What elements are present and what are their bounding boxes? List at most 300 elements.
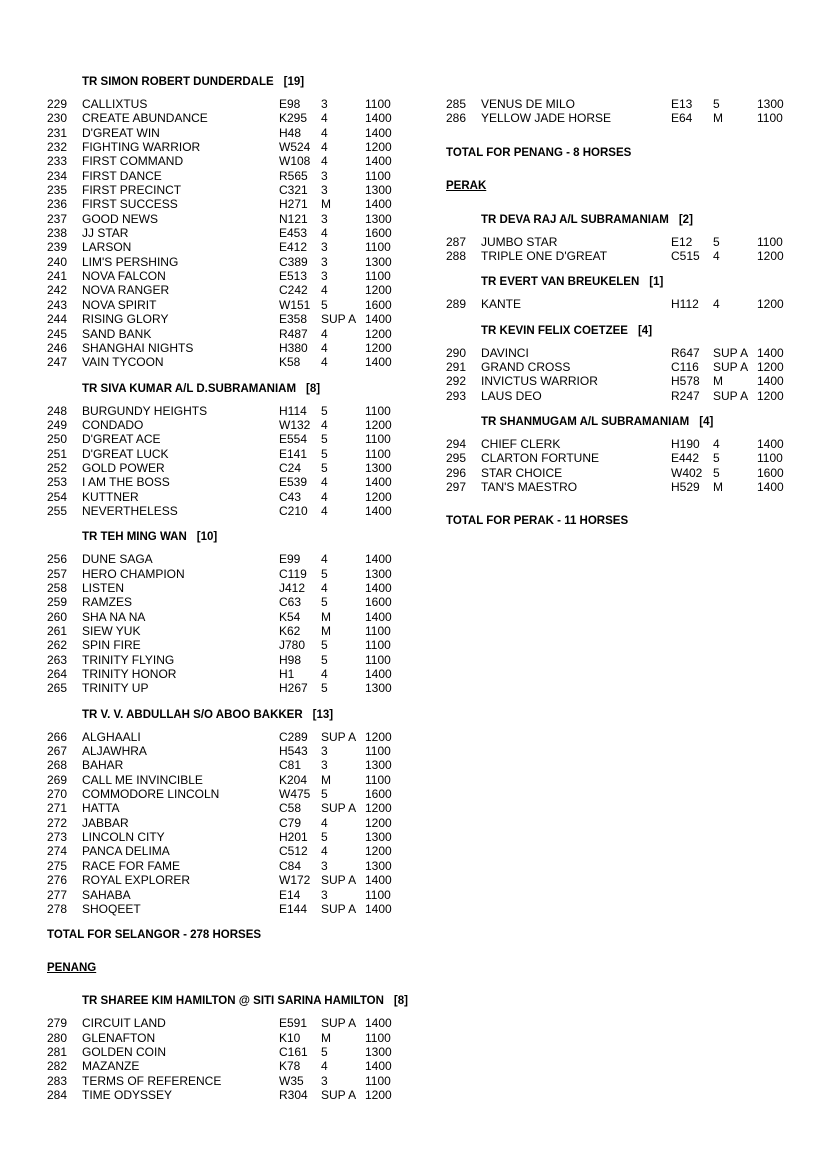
horse-row (47, 312, 427, 326)
horse-code: E591 (279, 1016, 308, 1031)
horse-number: 252 (47, 460, 68, 475)
horse-distance: 1400 (757, 437, 784, 452)
horse-code: C43 (279, 489, 302, 504)
horse-age: 4 (321, 503, 328, 518)
horse-age: 3 (321, 887, 328, 902)
horse-name: GRAND CROSS (481, 360, 571, 375)
horse-name: LISTEN (82, 580, 125, 595)
horse-name: SHANGHAI NIGHTS (82, 340, 194, 355)
horse-code: R487 (279, 326, 308, 341)
horse-distance: 1100 (365, 638, 391, 653)
trainer-heading (82, 75, 427, 89)
horse-distance: 1200 (365, 489, 392, 504)
horse-code: N121 (279, 211, 308, 226)
horse-code: H190 (671, 437, 700, 452)
horse-age: M (321, 197, 331, 212)
horse-distance: 1300 (365, 183, 392, 198)
horse-distance: 1400 (365, 609, 392, 624)
horse-code: W475 (279, 787, 311, 802)
horse-name: HATTA (82, 801, 120, 816)
horse-number: 288 (446, 249, 467, 264)
horse-code: K78 (279, 1059, 301, 1074)
horse-number: 270 (47, 787, 68, 802)
horse-age: 4 (321, 667, 328, 682)
horse-age: SUP A (321, 901, 357, 916)
horse-row (47, 1016, 427, 1030)
horse-row (47, 888, 427, 902)
horse-number: 283 (47, 1073, 68, 1088)
trainer-heading (82, 994, 427, 1008)
horse-age: 5 (321, 681, 328, 696)
horse-age: M (321, 772, 331, 787)
horse-age: 4 (321, 326, 328, 341)
horse-code: E453 (279, 226, 308, 241)
horse-age: 5 (321, 566, 328, 581)
horse-number: 266 (47, 729, 68, 744)
state-heading-perak: PERAK (446, 179, 487, 192)
horse-name: NEVERTHELESS (82, 503, 178, 518)
horse-distance: 1100 (365, 168, 391, 183)
horse-name: LINCOLN CITY (82, 830, 165, 845)
horse-name: JUMBO STAR (481, 234, 558, 249)
horse-name: D'GREAT LUCK (82, 446, 169, 461)
horse-code: K58 (279, 355, 301, 370)
horse-distance: 1100 (757, 111, 783, 126)
horse-distance: 1400 (757, 345, 784, 360)
horse-code: W35 (279, 1073, 304, 1088)
horse-number: 271 (47, 801, 68, 816)
horse-row (446, 235, 806, 249)
horse-number: 250 (47, 432, 68, 447)
horse-age: 4 (321, 125, 328, 140)
horse-code: E554 (279, 432, 308, 447)
horse-name: RISING GLORY (82, 312, 169, 327)
horse-row (47, 1088, 427, 1102)
trainer-heading (481, 213, 806, 227)
trainer-name: TR KEVIN FELIX COETZEE (481, 324, 628, 337)
horse-code: W402 (671, 465, 703, 480)
state-heading-penang: PENANG (47, 962, 97, 975)
horse-name: VAIN TYCOON (82, 355, 164, 370)
horse-age: 3 (321, 97, 328, 111)
horse-distance: 1400 (365, 873, 392, 888)
horse-distance: 1400 (757, 374, 784, 389)
horse-row (47, 1059, 427, 1073)
horse-name: INVICTUS WARRIOR (481, 374, 598, 389)
horse-number: 285 (446, 97, 467, 111)
horse-code: C119 (279, 566, 307, 581)
horse-row (47, 341, 427, 355)
horse-age: SUP A (713, 360, 749, 375)
horse-code: C161 (279, 1044, 308, 1059)
horse-distance: 1100 (365, 624, 391, 638)
horse-number: 273 (47, 830, 68, 845)
horse-number: 234 (47, 168, 68, 183)
horse-age: SUP A (321, 801, 357, 816)
horse-distance: 1400 (365, 312, 392, 327)
horse-name: GOLD POWER (82, 460, 165, 475)
horse-code: E98 (279, 97, 301, 111)
horse-age: 5 (321, 446, 328, 461)
horse-distance: 1600 (365, 595, 392, 610)
horse-row (446, 360, 806, 374)
horse-distance: 1600 (757, 465, 784, 480)
horse-number: 293 (446, 388, 467, 403)
horse-number: 239 (47, 240, 68, 255)
horse-number: 276 (47, 873, 68, 888)
horse-age: 4 (321, 1059, 328, 1074)
horse-age: 4 (321, 111, 328, 126)
horse-name: RAMZES (82, 595, 133, 610)
horse-name: CHIEF CLERK (481, 437, 561, 452)
horse-row (47, 801, 427, 815)
horse-age: 5 (321, 830, 328, 845)
horse-distance: 1300 (365, 254, 392, 269)
horse-name: HERO CHAMPION (82, 566, 185, 581)
horse-row (47, 197, 427, 211)
total-selangor: TOTAL FOR SELANGOR - 278 HORSES (47, 929, 262, 942)
horse-distance: 1400 (365, 1016, 392, 1031)
horse-name: TRINITY UP (82, 681, 149, 696)
horse-code: E12 (671, 234, 693, 249)
horse-age: 4 (321, 154, 328, 169)
horse-row (47, 283, 427, 297)
horse-distance: 1100 (365, 887, 391, 902)
horse-code: E513 (279, 269, 308, 284)
horse-number: 256 (47, 552, 68, 567)
horse-name: FIRST SUCCESS (82, 197, 178, 212)
horse-code: E442 (671, 451, 700, 466)
horse-code: R247 (671, 388, 700, 403)
horse-distance: 1100 (757, 451, 783, 466)
horse-distance: 1400 (365, 125, 392, 140)
horse-row (47, 461, 427, 475)
horse-age: 4 (321, 283, 328, 298)
horse-list (446, 297, 806, 311)
horse-number: 238 (47, 226, 68, 241)
horse-row (446, 111, 806, 125)
horse-number: 268 (47, 758, 68, 773)
horse-number: 246 (47, 340, 68, 355)
horse-name: D'GREAT WIN (82, 125, 160, 140)
horse-distance: 1400 (365, 197, 392, 212)
horse-row (446, 97, 806, 111)
horse-row (47, 212, 427, 226)
horse-age: SUP A (321, 873, 357, 888)
horse-row (47, 1045, 427, 1059)
horse-distance: 1400 (365, 154, 392, 169)
horse-number: 281 (47, 1044, 68, 1059)
horse-row (47, 447, 427, 461)
horse-code: H201 (279, 830, 308, 845)
horse-code: C24 (279, 460, 302, 475)
horse-age: 3 (321, 183, 328, 198)
horse-age: 4 (321, 140, 328, 155)
horse-name: FIRST COMMAND (82, 154, 184, 169)
horse-distance: 1200 (365, 844, 392, 859)
horse-distance: 1300 (365, 681, 392, 696)
horse-number: 242 (47, 283, 68, 298)
horse-name: CALL ME INVINCIBLE (82, 772, 203, 787)
horse-age: 3 (321, 240, 328, 255)
horse-distance: 1200 (365, 283, 392, 298)
horse-row (47, 595, 427, 609)
horse-number: 258 (47, 580, 68, 595)
horse-code: H48 (279, 125, 302, 140)
horse-row (47, 475, 427, 489)
horse-number: 290 (446, 345, 467, 360)
horse-list (47, 97, 427, 370)
horse-row (47, 902, 427, 916)
horse-code: W108 (279, 154, 311, 169)
horse-code: E141 (279, 446, 308, 461)
horse-number: 277 (47, 887, 68, 902)
horse-age: 4 (321, 489, 328, 504)
horse-distance: 1300 (365, 566, 392, 581)
horse-age: M (713, 111, 723, 126)
horse-row (47, 667, 427, 681)
horse-name: CIRCUIT LAND (82, 1016, 166, 1031)
horse-code: C84 (279, 858, 302, 873)
horse-distance: 1200 (365, 140, 392, 155)
horse-row (446, 437, 806, 451)
horse-count: [10] (196, 531, 218, 544)
horse-count: [13] (312, 708, 334, 721)
horse-code: W172 (279, 873, 311, 888)
total-penang: TOTAL FOR PENANG - 8 HORSES (446, 146, 632, 159)
horse-name: GLENAFTON (82, 1030, 156, 1045)
horse-name: ROYAL EXPLORER (82, 873, 191, 888)
horse-row (47, 504, 427, 518)
horse-number: 287 (446, 234, 467, 249)
horse-distance: 1300 (365, 758, 392, 773)
horse-distance: 1100 (365, 97, 391, 111)
horse-list (446, 437, 806, 494)
horse-row (47, 240, 427, 254)
horse-distance: 1300 (365, 830, 392, 845)
horse-age: M (321, 624, 331, 638)
horse-row (446, 374, 806, 388)
horse-distance: 1400 (365, 111, 392, 126)
horse-distance: 1400 (365, 503, 392, 518)
horse-age: M (713, 374, 723, 389)
horse-count: [8] (393, 995, 408, 1008)
horse-name: DUNE SAGA (82, 552, 153, 567)
horse-row (47, 730, 427, 744)
horse-number: 253 (47, 475, 68, 490)
horse-row (446, 346, 806, 360)
horse-age: 4 (713, 249, 720, 264)
horse-distance: 1300 (365, 460, 392, 475)
horse-row (47, 859, 427, 873)
horse-age: SUP A (321, 729, 357, 744)
horse-code: R565 (279, 168, 308, 183)
horse-distance: 1200 (757, 388, 784, 403)
horse-distance: 1100 (365, 652, 391, 667)
horse-name: COMMODORE LINCOLN (82, 787, 220, 802)
horse-code: H578 (671, 374, 700, 389)
horse-distance: 1600 (365, 787, 392, 802)
horse-row (47, 1031, 427, 1045)
horse-row (47, 773, 427, 787)
horse-name: CLARTON FORTUNE (481, 451, 600, 466)
horse-distance: 1200 (365, 729, 392, 744)
horse-distance: 1200 (365, 1087, 392, 1102)
horse-distance: 1200 (365, 340, 392, 355)
horse-age: 4 (321, 552, 328, 567)
horse-code: J412 (279, 580, 306, 595)
horse-name: BAHAR (82, 758, 124, 773)
horse-distance: 1100 (365, 240, 391, 255)
horse-number: 260 (47, 609, 68, 624)
horse-name: LAUS DEO (481, 388, 542, 403)
horse-age: 5 (713, 234, 720, 249)
horse-distance: 1600 (365, 297, 392, 312)
horse-distance: 1200 (365, 815, 392, 830)
horse-age: M (321, 1030, 331, 1045)
horse-age: 5 (321, 1044, 328, 1059)
horse-name: FIRST DANCE (82, 168, 162, 183)
horse-row (47, 140, 427, 154)
horse-distance: 1400 (365, 901, 392, 916)
horse-age: M (713, 480, 723, 495)
horse-code: K10 (279, 1030, 301, 1045)
horse-distance: 1100 (365, 269, 391, 284)
horse-age: 5 (321, 297, 328, 312)
horse-number: 232 (47, 140, 68, 155)
horse-row (47, 126, 427, 140)
horse-row (47, 226, 427, 240)
horse-row (446, 451, 806, 465)
horse-number: 240 (47, 254, 68, 269)
horse-row (47, 758, 427, 772)
horse-row (47, 269, 427, 283)
horse-code: C81 (279, 758, 302, 773)
horse-list (446, 235, 806, 264)
horse-age: 4 (321, 417, 328, 432)
horse-row (47, 830, 427, 844)
horse-number: 244 (47, 312, 68, 327)
horse-code: J780 (279, 638, 306, 653)
horse-code: H1 (279, 667, 295, 682)
horse-number: 264 (47, 667, 68, 682)
horse-name: FIRST PRECINCT (82, 183, 182, 198)
horse-distance: 1400 (365, 667, 392, 682)
horse-code: C321 (279, 183, 308, 198)
horse-code: W151 (279, 297, 311, 312)
horse-code: C63 (279, 595, 302, 610)
horse-name: NOVA FALCON (82, 269, 166, 284)
horse-number: 247 (47, 355, 68, 370)
horse-distance: 1400 (365, 1059, 392, 1074)
horse-code: E539 (279, 475, 308, 490)
trainer-heading (481, 324, 806, 338)
horse-name: KANTE (481, 297, 522, 312)
horse-age: 4 (713, 297, 720, 312)
horse-number: 278 (47, 901, 68, 916)
horse-code: E64 (671, 111, 693, 126)
horse-name: NOVA RANGER (82, 283, 170, 298)
horse-number: 295 (446, 451, 467, 466)
horse-list (47, 1016, 427, 1102)
horse-number: 255 (47, 503, 68, 518)
horse-number: 259 (47, 595, 68, 610)
trainer-name: TR SIMON ROBERT DUNDERDALE (82, 76, 274, 88)
horse-age: 3 (321, 254, 328, 269)
trainer-heading (481, 275, 806, 289)
horse-number: 243 (47, 297, 68, 312)
horse-distance: 1200 (757, 297, 784, 312)
horse-row (446, 466, 806, 480)
horse-name: SAHABA (82, 887, 131, 902)
horse-distance: 1400 (365, 552, 392, 567)
horse-code: H529 (671, 480, 700, 495)
horse-count: [4] (637, 324, 653, 337)
horse-row (47, 183, 427, 197)
horse-name: D'GREAT ACE (82, 432, 161, 447)
horse-code: C512 (279, 844, 308, 859)
horse-name: MAZANZE (82, 1059, 140, 1074)
horse-row (47, 873, 427, 887)
horse-age: 4 (321, 844, 328, 859)
horse-age: SUP A (321, 1016, 357, 1031)
horse-name: VENUS DE MILO (481, 97, 576, 111)
horse-age: 5 (321, 595, 328, 610)
horse-code: H112 (671, 297, 699, 312)
horse-number: 272 (47, 815, 68, 830)
horse-age: 5 (321, 403, 328, 418)
horse-number: 231 (47, 125, 68, 140)
horse-list (47, 552, 427, 695)
horse-number: 267 (47, 744, 68, 759)
horse-age: 4 (321, 355, 328, 370)
horse-number: 229 (47, 97, 68, 111)
horse-name: KUTTNER (82, 489, 139, 504)
horse-name: STAR CHOICE (481, 465, 563, 480)
horse-number: 233 (47, 154, 68, 169)
horse-number: 245 (47, 326, 68, 341)
horse-name: TIME ODYSSEY (82, 1087, 173, 1102)
horse-count: [2] (678, 213, 693, 226)
trainer-name: TR SIVA KUMAR A/L D.SUBRAMANIAM (82, 382, 297, 395)
horse-distance: 1100 (365, 446, 391, 461)
horse-distance: 1300 (365, 858, 392, 873)
horse-code: R647 (671, 345, 700, 360)
horse-row (47, 787, 427, 801)
horse-name: SHOQEET (82, 901, 141, 916)
trainer-heading (481, 415, 806, 429)
horse-number: 291 (446, 360, 467, 375)
horse-distance: 1400 (365, 580, 392, 595)
horse-name: RACE FOR FAME (82, 858, 181, 873)
horse-count: [8] (306, 382, 321, 395)
horse-row (47, 432, 427, 446)
horse-name: JABBAR (82, 815, 129, 830)
horse-code: H271 (279, 197, 308, 212)
horse-name: LIM'S PERSHING (82, 254, 179, 269)
horse-code: C389 (279, 254, 308, 269)
horse-row (47, 1074, 427, 1088)
horse-number: 284 (47, 1087, 68, 1102)
horse-number: 275 (47, 858, 68, 873)
horse-row (47, 816, 427, 830)
horse-age: SUP A (713, 345, 749, 360)
horse-name: NOVA SPIRIT (82, 297, 157, 312)
horse-age: 5 (713, 97, 720, 111)
horse-age: 5 (713, 465, 720, 480)
horse-row (47, 653, 427, 667)
horse-number: 296 (446, 465, 467, 480)
